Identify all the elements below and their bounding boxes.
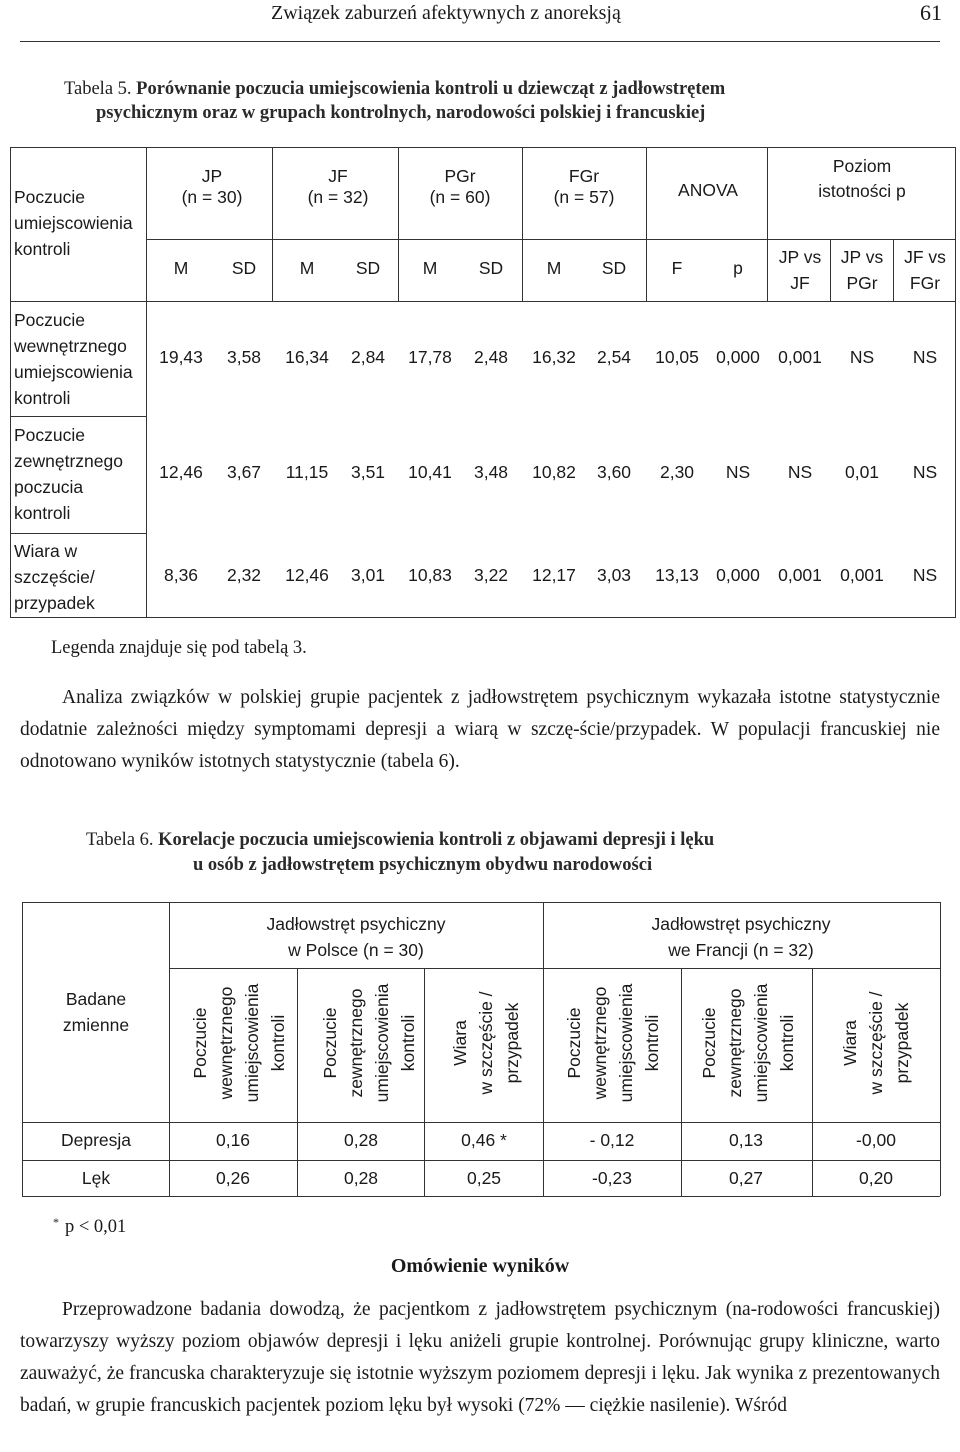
table5-value-cell: 10,82 (532, 462, 576, 482)
table6-france-header: Jadłowstręt psychiczny we Francji (n = 32) (651, 914, 831, 960)
table6-col-header: Poczucie zewnętrznego umiejscowienia kontroli (699, 983, 797, 1103)
table6-col-header: Poczucie wewnętrznego umiejscowienia kontroli (190, 983, 288, 1103)
table6-value-cell: -0,00 (856, 1130, 896, 1150)
table6-col-header: Poczucie zewnętrznego umiejscowienia kontroli (320, 983, 418, 1103)
table5-value-cell: NS (849, 347, 875, 367)
table5-value-cell: NS (912, 462, 938, 482)
table5-value-cell: 17,78 (408, 347, 452, 367)
table5-value-cell: 12,46 (285, 565, 329, 585)
table5-value-cell: 16,32 (532, 347, 576, 367)
table6-poland-header: Jadłowstręt psychiczny w Polsce (n = 30) (266, 914, 446, 960)
table6-footnote: * p < 0,01 (53, 1215, 127, 1237)
subheader-f: F (671, 258, 683, 278)
table6-col-header: Wiara w szczęście / przypadek (840, 991, 912, 1095)
table5-value-cell: 11,15 (285, 462, 329, 482)
table6-value-cell: 0,25 (466, 1168, 502, 1188)
table6-value-cell: 0,26 (215, 1168, 251, 1188)
table5-value-cell: NS (725, 462, 751, 482)
table5-value-cell: 3,51 (350, 462, 386, 482)
table5-title-line2: psychicznym oraz w grupach kontrolnych, narodowości polskiej i francuskiej (96, 103, 706, 123)
table5-value-cell: 0,001 (778, 347, 822, 367)
table6-value-cell: -0,23 (592, 1168, 632, 1188)
header-rule (20, 41, 940, 42)
section-heading: Omówienie wyników (390, 1255, 570, 1277)
table6-value-cell: 0,46 * (461, 1130, 507, 1150)
table5-value-cell: 3,58 (226, 347, 262, 367)
table6-row-label-lek: Lęk (81, 1168, 111, 1188)
table5-value-cell: 3,03 (596, 565, 632, 585)
table5-value-cell: 3,48 (473, 462, 509, 482)
table6-col-header: Poczucie wewnętrznego umiejscowienia kontroli (564, 983, 662, 1103)
table5-value-cell: 0,000 (716, 347, 760, 367)
table5-value-cell: 8,36 (163, 565, 199, 585)
table5-group-fgr: FGr (n = 57) (553, 166, 615, 207)
paragraph-discussion: Przeprowadzone badania dowodzą, że pacjentkom z jadłowstrętem psychicznym (na-rodowości francuskiej) towarzyszy wyższy poziom objawów depresji i lęku aniżeli grupie kontrolnej. Porównując grupy kliniczne, warto zauważyć, że francuska charakteryzuje się istotnie wyższym poziomem depresji i lęku. Jak wynika z prezentowanych badań, w grupie francuskich pacjentek poziom lęku był wysoki (72% — ciężkie nasilenie). Wśród (20, 1299, 940, 1416)
table6-row-header: Badane zmienne (62, 989, 130, 1035)
table5-value-cell: 19,43 (159, 347, 203, 367)
table6-row-label-depresja: Depresja (60, 1130, 132, 1150)
subheader-m: M (422, 258, 438, 278)
table5-row-label: Poczucie wewnętrznego umiejscowienia kontroli (14, 310, 133, 408)
table6-col-header: Wiara w szczęście / przypadek (450, 991, 522, 1095)
table5-value-cell: 2,84 (350, 347, 386, 367)
table6-value-cell: 0,28 (343, 1130, 379, 1150)
table5-value-cell: 0,01 (844, 462, 880, 482)
table5-legend: Legenda znajduje się pod tabelą 3. (51, 638, 307, 658)
table5-row-header: Poczucie umiejscowienia kontroli (14, 187, 133, 259)
table6-value-cell: 0,13 (728, 1130, 764, 1150)
running-header-title: Związek zaburzeń afektywnych z anoreksją (271, 2, 621, 24)
table5-value-cell: 2,48 (473, 347, 509, 367)
table5-group-pgr: PGr (n = 60) (429, 166, 491, 207)
table5-row-label: Poczucie zewnętrznego poczucia kontroli (14, 425, 123, 523)
table5-value-cell: NS (912, 347, 938, 367)
comparison-jf-fgr: JF vs FGr (904, 247, 946, 293)
table5-value-cell: 0,001 (840, 565, 884, 585)
subheader-sd: SD (601, 258, 627, 278)
table6-title-line1: Korelacje poczucia umiejscowienia kontroli z objawami depresji i lęku (158, 830, 715, 850)
table5-title-line1: Porównanie poczucia umiejscowienia kontroli u dziewcząt z jadłowstrętem (136, 79, 726, 99)
table6-caption (86, 828, 946, 852)
table5-value-cell: 3,22 (473, 565, 509, 585)
table6-title-line2: u osób z jadłowstrętem psychicznym obydwu narodowości (193, 855, 653, 875)
table6-label: Tabela 6. (86, 830, 154, 850)
table5-value-cell: 3,67 (226, 462, 262, 482)
subheader-m: M (173, 258, 189, 278)
table5-caption-line2 (96, 101, 705, 125)
subheader-sd: SD (478, 258, 504, 278)
subheader-sd: SD (231, 258, 257, 278)
table5-value-cell: 13,13 (655, 565, 699, 585)
table5-value-cell: NS (912, 565, 938, 585)
table5-row-label: Wiara w szczęście/ przypadek (14, 541, 95, 613)
comparison-jp-jf: JP vs JF (778, 247, 822, 293)
subheader-m: M (299, 258, 315, 278)
table5-label: Tabela 5. (64, 79, 132, 99)
table6-value-cell: 0,28 (343, 1168, 379, 1188)
table5-anova-header: ANOVA (678, 180, 738, 200)
table5-group-jf: JF (n = 32) (307, 166, 369, 207)
table5-value-cell: 10,41 (408, 462, 452, 482)
subheader-m: M (546, 258, 562, 278)
subheader-p: p (733, 258, 743, 278)
table5-value-cell: 0,001 (778, 565, 822, 585)
table5-value-cell: 12,46 (159, 462, 203, 482)
table5-value-cell: 2,54 (596, 347, 632, 367)
table5-value-cell: 3,01 (350, 565, 386, 585)
subheader-sd: SD (355, 258, 381, 278)
table5-significance-header: Poziom istotności p (818, 156, 906, 201)
table6-caption-line2 (193, 853, 652, 877)
table6-value-cell: - 0,12 (589, 1130, 635, 1150)
table5-value-cell: 2,30 (659, 462, 695, 482)
table5-value-cell: 10,83 (408, 565, 452, 585)
table5-value-cell: 3,60 (596, 462, 632, 482)
table5-value-cell: 12,17 (532, 565, 576, 585)
table5-value-cell: NS (787, 462, 813, 482)
table5-value-cell: 16,34 (285, 347, 329, 367)
paragraph-analysis: Analiza związków w polskiej grupie pacjentek z jadłowstrętem psychicznym wykazała istotne statystycznie dodatnie zależności między symptomami depresji a wiarą w szczę-ście/przypadek. W populacji francuskiej nie odnotowano wyników istotnych statystycznie (tabela 6). (20, 687, 940, 772)
comparison-jp-pgr: JP vs PGr (840, 247, 884, 293)
table5-group-jp: JP (n = 30) (181, 166, 243, 207)
table6-value-cell: 0,27 (728, 1168, 764, 1188)
table5-value-cell: 2,32 (226, 565, 262, 585)
table6-value-cell: 0,20 (858, 1168, 894, 1188)
table5-value-cell: 0,000 (716, 565, 760, 585)
page-number: 61 (920, 0, 942, 25)
table6-value-cell: 0,16 (215, 1130, 251, 1150)
table5-caption (64, 77, 944, 101)
table5-value-cell: 10,05 (655, 347, 699, 367)
